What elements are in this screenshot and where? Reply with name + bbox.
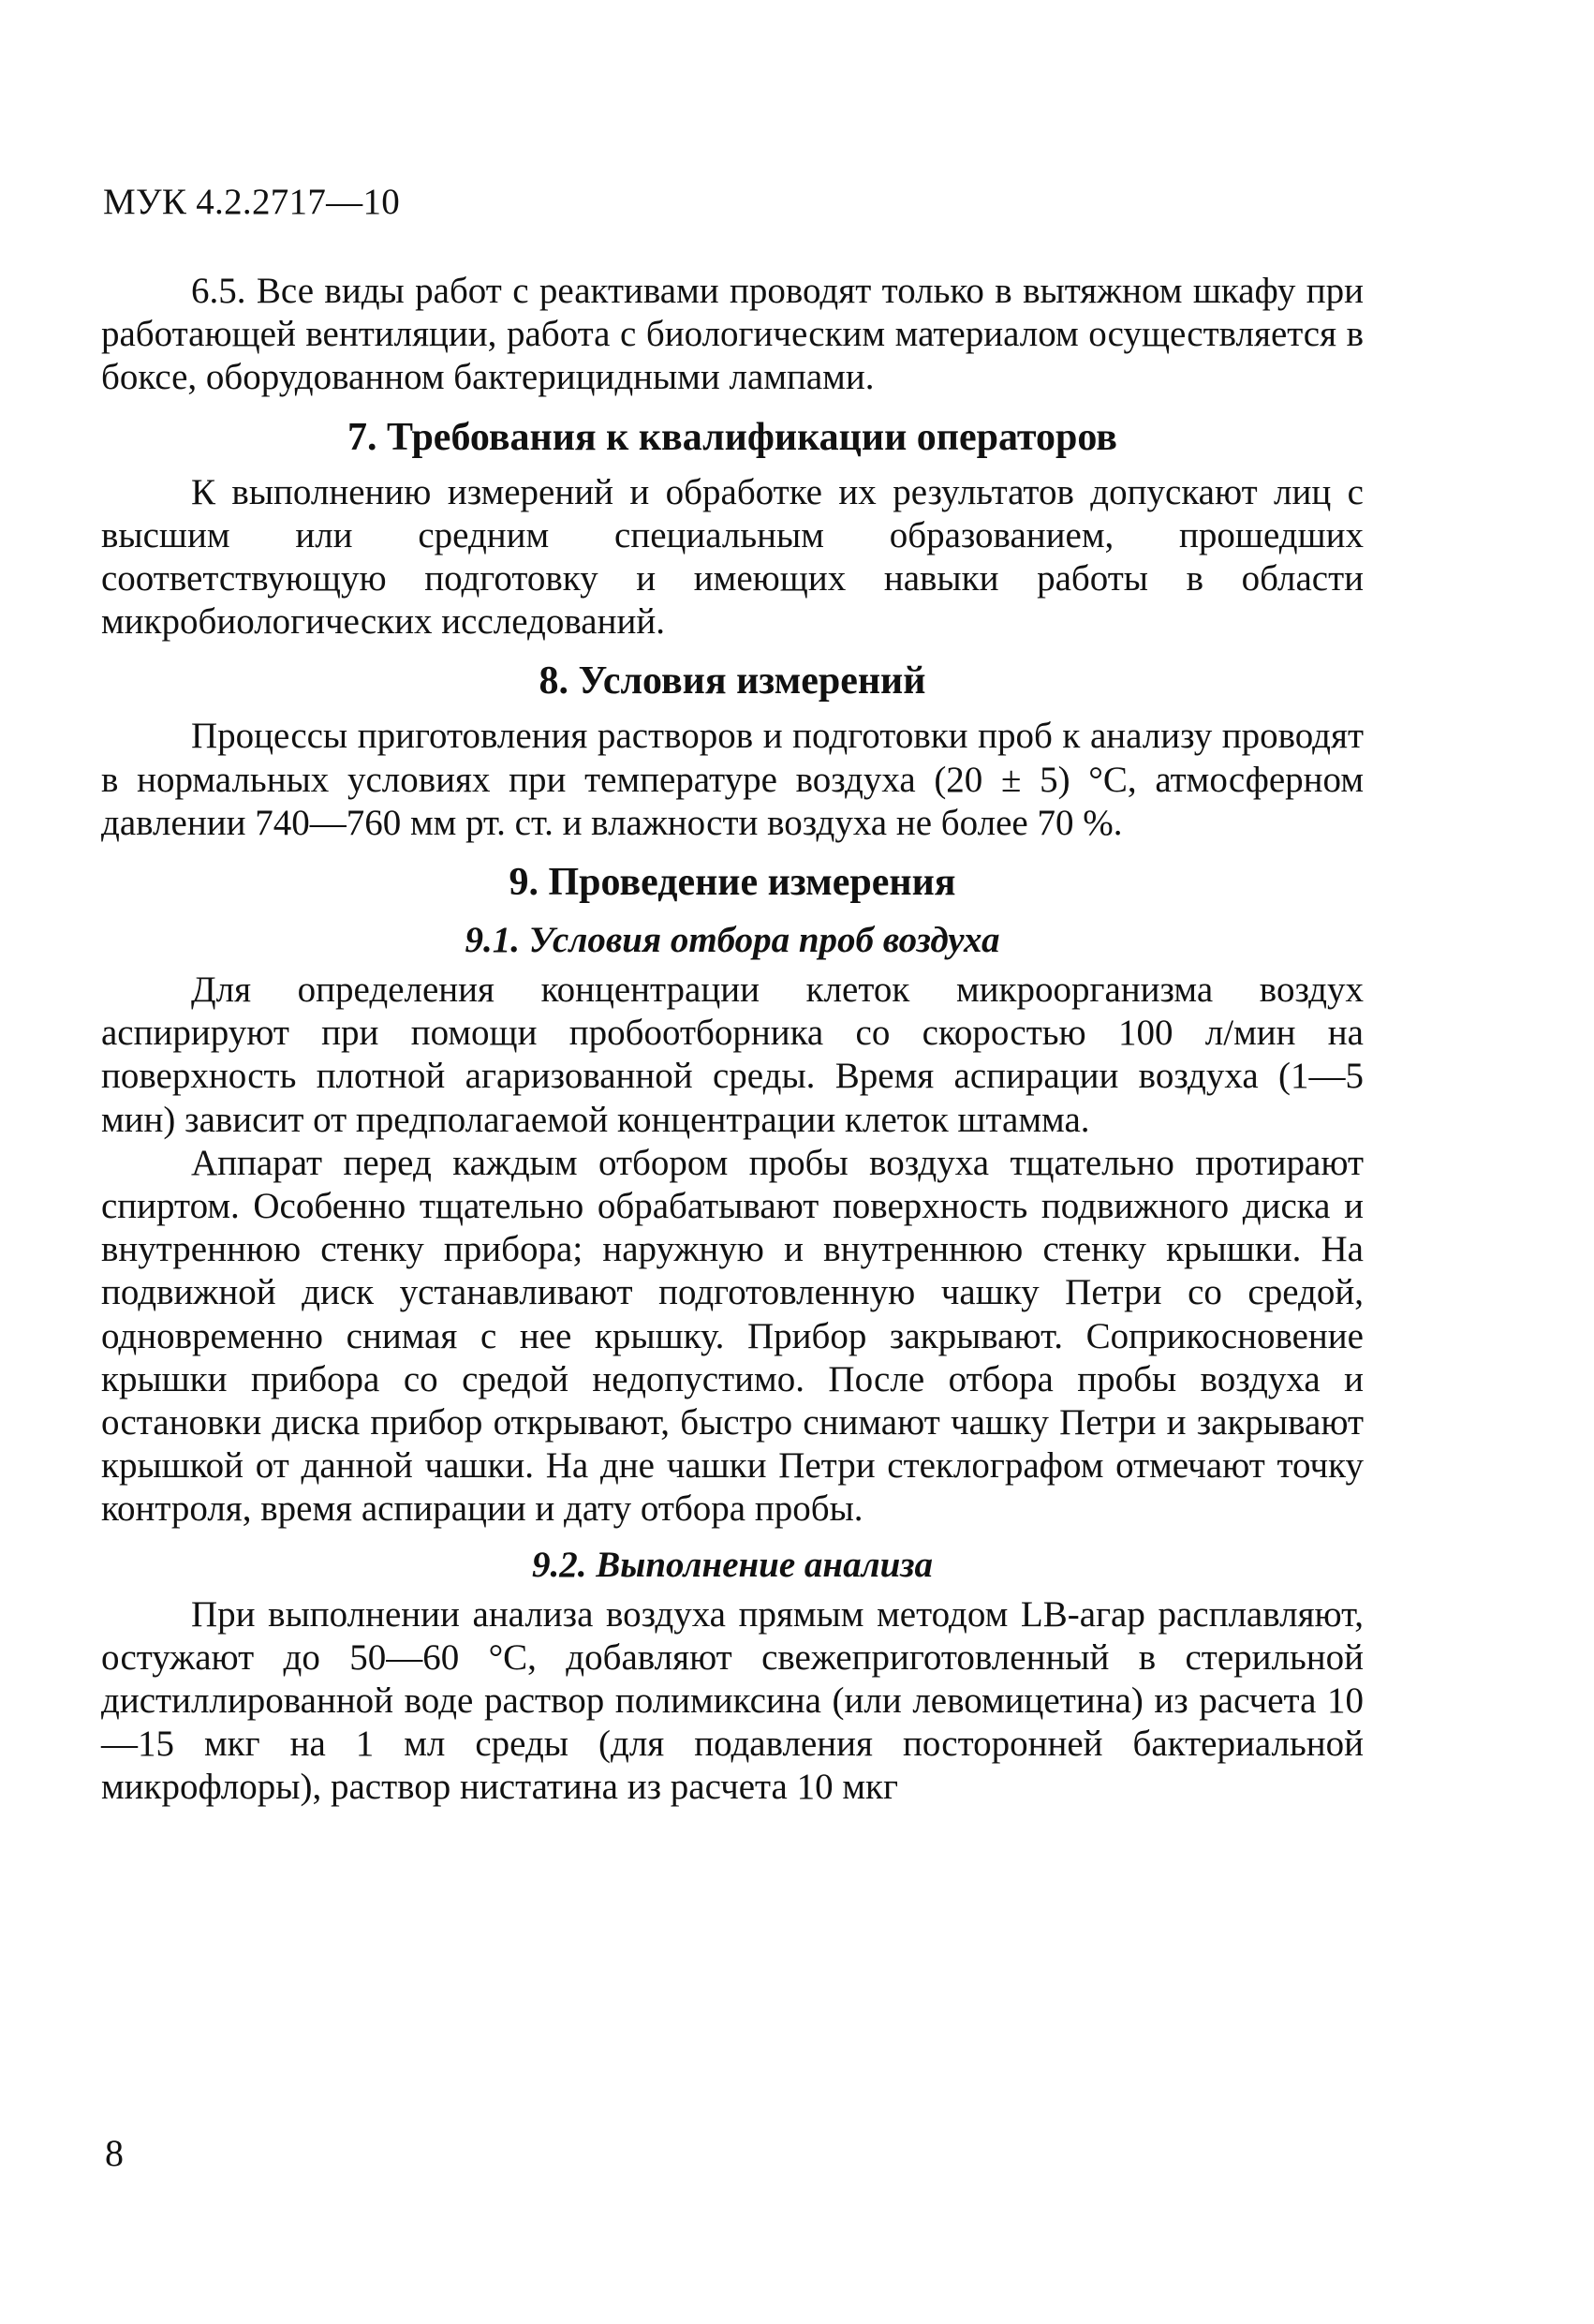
- section-8-heading: 8. Условия измерений: [539, 659, 926, 703]
- paragraph-9-1-a: Для определения концентрации клеток микроорганизма воздух аспирируют при помощи пробоотборника со скоростью 100 л/мин на поверхность плотной агаризованной среды. Время аспирации воздуха (1—5 мин) зависит от предполагаемой концентрации клеток штамма.: [101, 970, 1364, 1140]
- document-code-header: МУК 4.2.2717—10: [103, 182, 401, 222]
- page-body: [101, 270, 1364, 1810]
- paragraph-6-5: 6.5. Все виды работ с реактивами проводят только в вытяжном шкафу при работающей вентиляции, работа с биологическим материалом осуществляется в боксе, оборудованном бактерицидными лампами.: [101, 271, 1364, 398]
- paragraph-9-1-b: Аппарат перед каждым отбором пробы воздуха тщательно протирают спиртом. Особенно тщательно обрабатывают поверхность подвижного диска и внутреннюю стенку прибора; наружную и внутреннюю стенку крышки. На подвижной диск устанавливают подготовленную чашку Петри со средой, одновременно снимая с нее крышку. Прибор закрывают. Соприкосновение крышки прибора со средой недопустимо. После отбора пробы воздуха и остановки диска прибор открывают, быстро снимают чашку Петри и закрывают крышкой от данной чашки. На дне чашки Петри стеклографом отмечают точку контроля, время аспирации и дату отбора пробы.: [101, 1142, 1364, 1530]
- paragraph-8: Процессы приготовления растворов и подготовки проб к анализу проводят в нормальных условиях при температуре воздуха (20 ± 5) °С, атмосферном давлении 740—760 мм рт. ст. и влажности воздуха не более 70 %.: [101, 716, 1364, 843]
- page-number: 8: [105, 2132, 124, 2174]
- section-9-heading: 9. Проведение измерения: [509, 861, 956, 905]
- paragraph-7: К выполнению измерений и обработке их результатов допускают лиц с высшим или средним специальным образованием, прошедших соответствующую подготовку и имеющих навыки работы в области микробиологических исследований.: [101, 471, 1364, 643]
- subsection-9-1-heading: 9.1. Условия отбора проб воздуха: [465, 920, 1000, 961]
- paragraph-9-2: При выполнении анализа воздуха прямым методом LB-агар расплавляют, остужают до 50—60 °С, добавляют свежеприготовленный в стерильной дистиллированной воде раствор полимиксина (или левомицетина) из расчета 10—15 мкг на 1 мл среды (для подавления посторонней бактериальной микрофлоры), раствор нистатина из расчета 10 мкг: [101, 1593, 1364, 1808]
- subsection-9-2-heading: 9.2. Выполнение анализа: [532, 1544, 933, 1585]
- section-7-heading: 7. Требования к квалификации операторов: [347, 415, 1117, 459]
